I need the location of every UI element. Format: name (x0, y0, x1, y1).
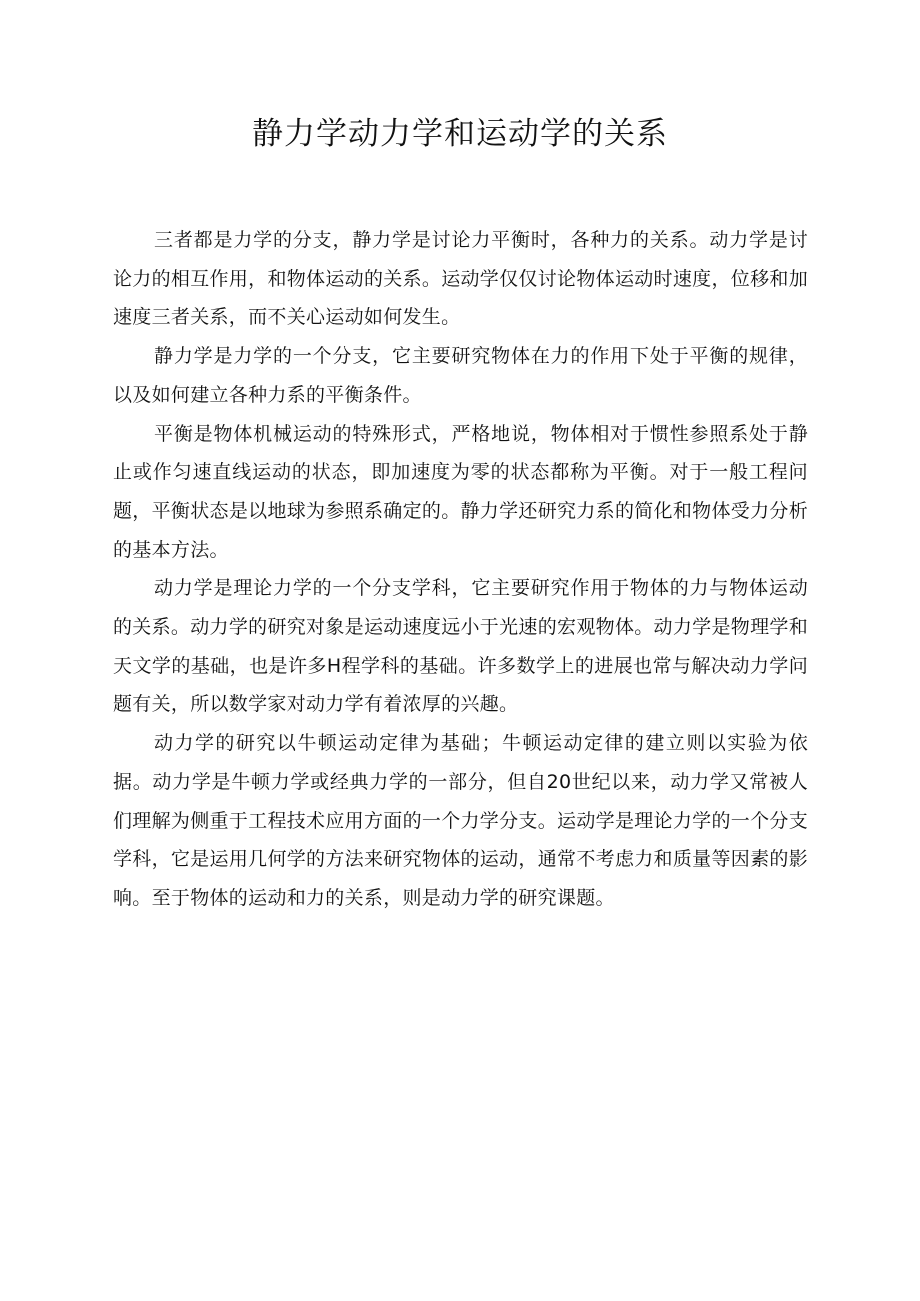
document-body (113, 221, 808, 918)
document-title: 静力学动力学和运动学的关系 (252, 116, 668, 152)
paragraph-5: 动力学的研究以牛顿运动定律为基础；牛顿运动定律的建立则以实验为依据。动力学是牛顿力学或经典力学的一部分，但自20世纪以来，动力学又常被人们理解为侧重于工程技术应用方面的一个力学分支。运动学是理论力学的一个分支学科，它是运用几何学的方法来研究物体的运动，通常不考虑力和质量等因素的影响。至于物体的运动和力的关系，则是动力学的研究课题。 (113, 732, 808, 909)
paragraph-1: 三者都是力学的分支，静力学是讨论力平衡时，各种力的关系。动力学是讨论力的相互作用，和物体运动的关系。运动学仅仅讨论物体运动时速度，位移和加速度三者关系，而不关心运动如何发生。 (113, 229, 808, 329)
paragraph-3: 平衡是物体机械运动的特殊形式，严格地说，物体相对于惯性参照系处于静止或作匀速直线运动的状态，即加速度为零的状态都称为平衡。对于一般工程问题，平衡状态是以地球为参照系确定的。静力学还研究力系的简化和物体受力分析的基本方法。 (113, 422, 808, 561)
paragraph-2: 静力学是力学的一个分支，它主要研究物体在力的作用下处于平衡的规律，以及如何建立各种力系的平衡条件。 (113, 345, 808, 406)
paragraph-4: 动力学是理论力学的一个分支学科，它主要研究作用于物体的力与物体运动的关系。动力学的研究对象是运动速度远小于光速的宏观物体。动力学是物理学和天文学的基础，也是许多H程学科的基础。许多数学上的进展也常与解决动力学问题有关，所以数学家对动力学有着浓厚的兴趣。 (113, 577, 808, 716)
